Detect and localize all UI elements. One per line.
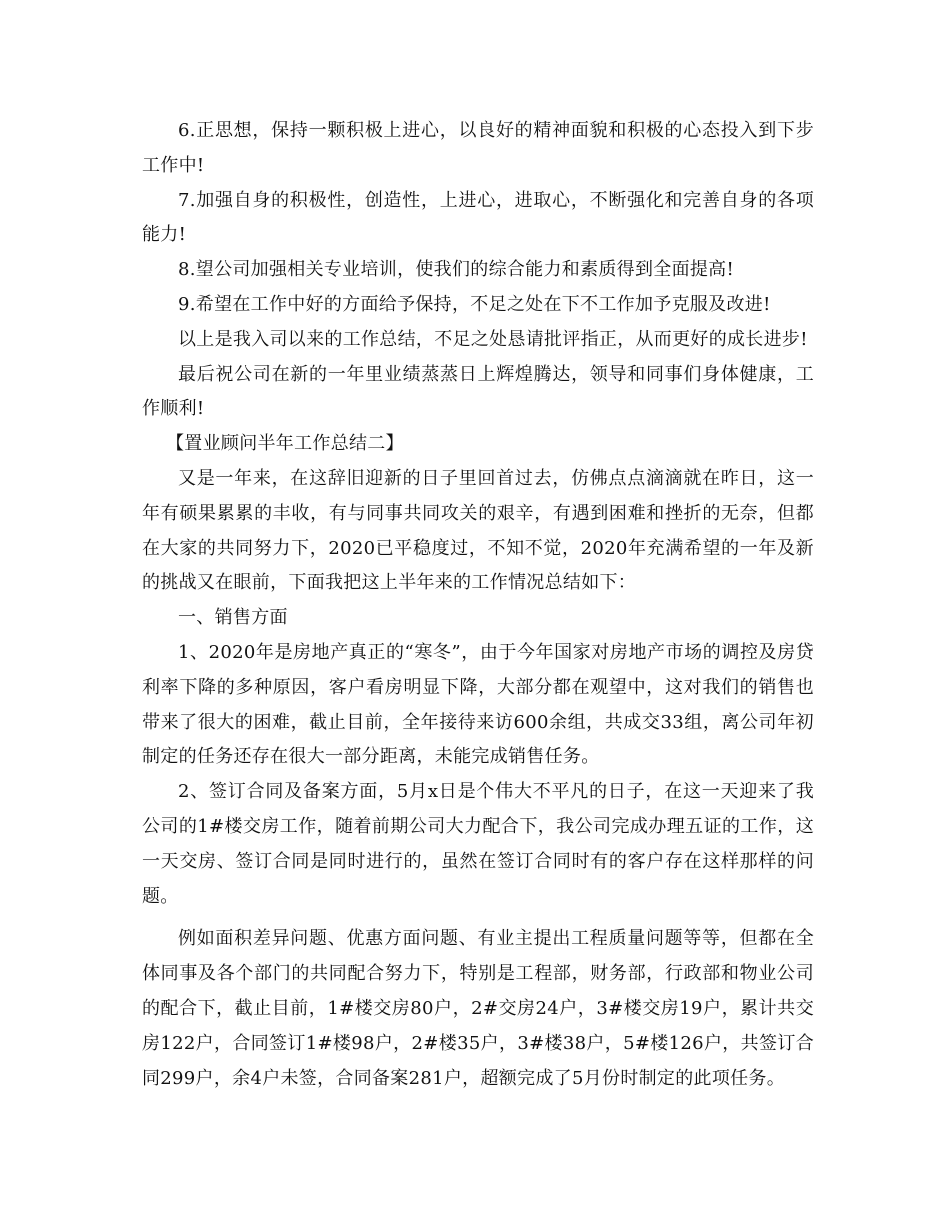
document-body	[142, 114, 814, 1096]
paragraph-item-9: 9.希望在工作中好的方面给予保持，不足之处在下不工作加予克服及改进!	[178, 293, 771, 315]
paragraph-item-8: 8.望公司加强相关专业培训，使我们的综合能力和素质得到全面提高!	[178, 259, 735, 281]
paragraph-summary: 以上是我入司以来的工作总结，不足之处恳请批评指正，从而更好的成长进步!	[178, 328, 808, 350]
paragraph-item-7: 7.加强自身的积极性，创造性，上进心，进取心，不断强化和完善自身的各项能力!	[142, 189, 814, 246]
paragraph-closing-wish: 最后祝公司在新的一年里业绩蒸蒸日上辉煌腾达，领导和同事们身体健康，工作顺利!	[142, 363, 814, 420]
paragraph-sales-1: 1、2020年是房地产真正的“寒冬”，由于今年国家对房地产市场的调控及房贷利率下降的多种原因，客户看房明显下降，大部分都在观望中，这对我们的销售也带来了很大的困难，截止目前，全年接待来访600余组，共成交33组，离公司年初制定的任务还存在很大一部分距离，未能完成销售任务。	[142, 641, 814, 768]
subheading-sales: 一、销售方面	[178, 607, 288, 629]
section-heading: 【置业顾问半年工作总结二】	[166, 433, 404, 455]
paragraph-sales-2: 2、签订合同及备案方面，5月x日是个伟大不平凡的日子，在这一天迎来了我公司的1#楼交房工作，随着前期公司大力配合下，我公司完成办理五证的工作，这一天交房、签订合同是同时进行的，虽然在签订合同时有的客户存在这样那样的问题。	[142, 781, 814, 907]
paragraph-sales-example: 例如面积差异问题、优惠方面问题、有业主提出工程质量问题等等，但都在全体同事及各个部门的共同配合努力下，特别是工程部，财务部，行政部和物业公司的配合下，截止目前，1#楼交房80户，2#交房24户，3#楼交房19户，累计共交房122户，合同签订1#楼98户，2#楼35户，3#楼38户，5#楼126户，共签订合同299户，余4户未签，合同备案281户，超额完成了5月份时制定的此项任务。	[142, 928, 814, 1089]
paragraph-intro: 又是一年来，在这辞旧迎新的日子里回首过去，仿佛点点滴滴就在昨日，这一年有硕果累累的丰收，有与同事共同攻关的艰辛，有遇到困难和挫折的无奈，但都在大家的共同努力下，2020已平稳度过，不知不觉，2020年充满希望的一年及新的挑战又在眼前，下面我把这上半年来的工作情况总结如下：	[142, 467, 814, 594]
paragraph-item-6: 6.正思想，保持一颗积极上进心，以良好的精神面貌和积极的心态投入到下步工作中!	[142, 120, 814, 176]
